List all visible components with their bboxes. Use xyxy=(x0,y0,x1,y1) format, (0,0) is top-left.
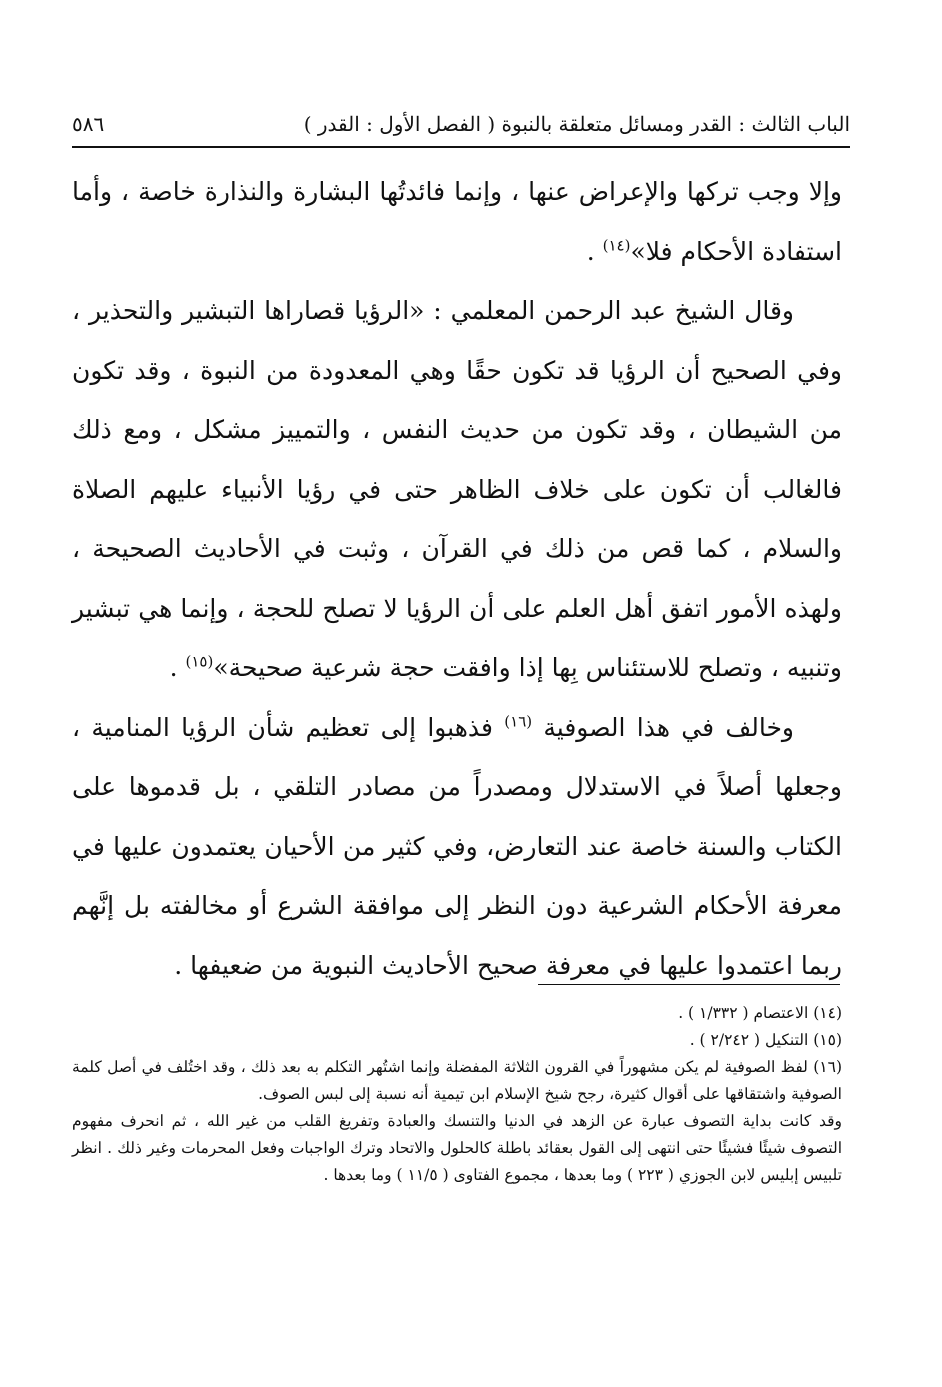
paragraph-3 xyxy=(72,698,842,996)
footnote-divider xyxy=(538,984,840,985)
footnote-ref-15: (١٥) xyxy=(185,652,214,671)
paragraph-2-end: . xyxy=(169,653,186,682)
paragraph-3-text-b: فذهبوا إلى تعظيم شأن الرؤيا المنامية ، وجعلها أصلاً في الاستدلال ومصدراً من مصادر التلقي ، بل قدموها على الكتاب والسنة خاصة عند التعارض، وفي كثير من الأحيان يعتمدون عليها في معرفة الأحكام الشرعية دون النظر إلى موافقة الشرع أو مخالفته بل إنَّهم ربما اعتمدوا عليها في معرفة صحيح الأحاديث النبوية من ضعيفها . xyxy=(72,712,842,980)
footnote-16-continued: وقد كانت بداية التصوف عبارة عن الزهد في الدنيا والتنسك والعبادة وتفريغ القلب من غير الله ، ثم انحرف مفهوم التصوف شيئًا فشيئًا حتى انتهى إلى القول بعقائد باطلة كالحلول والاتحاد وترك الواجبات وفعل المحرمات وغير ذلك . انظر تلبيس إبليس لابن الجوزي ( ٢٢٣ ) وما بعدها ، مجموع الفتاوى ( ١١/٥ ) وما بعدها . xyxy=(72,1112,842,1184)
paragraph-1-text: وإلا وجب تركها والإعراض عنها ، وإنما فائدتُها البشارة والنذارة خاصة ، وأما استفادة الأحكام فلا» xyxy=(72,177,842,266)
paragraph-2 xyxy=(72,281,842,698)
paragraph-1-end: . xyxy=(586,236,603,266)
running-title: الباب الثالث : القدر ومسائل متعلقة بالنبوة ( الفصل الأول : القدر ) xyxy=(303,112,850,136)
paragraph-3-text-a: وخالف في هذا الصوفية xyxy=(532,712,794,742)
paragraph-1 xyxy=(72,162,842,281)
footnote-15: (١٥) التنكيل ( ٢/٢٤٢ ) . xyxy=(689,1031,842,1049)
paragraph-2-text: وقال الشيخ عبد الرحمن المعلمي : «الرؤيا قصاراها التبشير والتحذير ، وفي الصحيح أن الرؤيا قد تكون حقًا وهي المعدودة من النبوة ، وقد تكون من الشيطان ، وقد تكون من حديث النفس ، والتمييز مشكل ، ومع ذلك فالغالب أن تكون على خلاف الظاهر حتى في رؤيا الأنبياء عليهم الصلاة والسلام ، كما قص من ذلك في القرآن ، وثبت في الأحاديث الصحيحة ، ولهذه الأمور اتفق أهل العلم على أن الرؤيا لا تصلح للحجة ، وإنما هي تبشير وتنبيه ، وتصلح للاستئناس بِها إذا وافقت حجة شرعية صحيحة» xyxy=(72,296,842,682)
footnote-14: (١٤) الاعتصام ( ١/٣٣٢ ) . xyxy=(678,1004,842,1022)
page-number: ٥٨٦ xyxy=(72,112,105,136)
page-header xyxy=(72,104,850,144)
footnote-16: (١٦) لفظ الصوفية لم يكن مشهوراً في القرون الثلاثة المفضلة وإنما اشتُهر التكلم به بعد ذلك ، وقد اختُلف في أصل كلمة الصوفية واشتقاقها على أقوال كثيرة، رجح شيخ الإسلام ابن تيمية أنه نسبة إلى لبس الصوف. xyxy=(72,1058,842,1103)
footnotes xyxy=(72,1000,842,1189)
footnote-ref-14: (١٤) xyxy=(602,236,631,255)
header-divider xyxy=(72,146,850,148)
main-text xyxy=(72,162,842,995)
footnote-ref-16: (١٦) xyxy=(504,712,533,731)
